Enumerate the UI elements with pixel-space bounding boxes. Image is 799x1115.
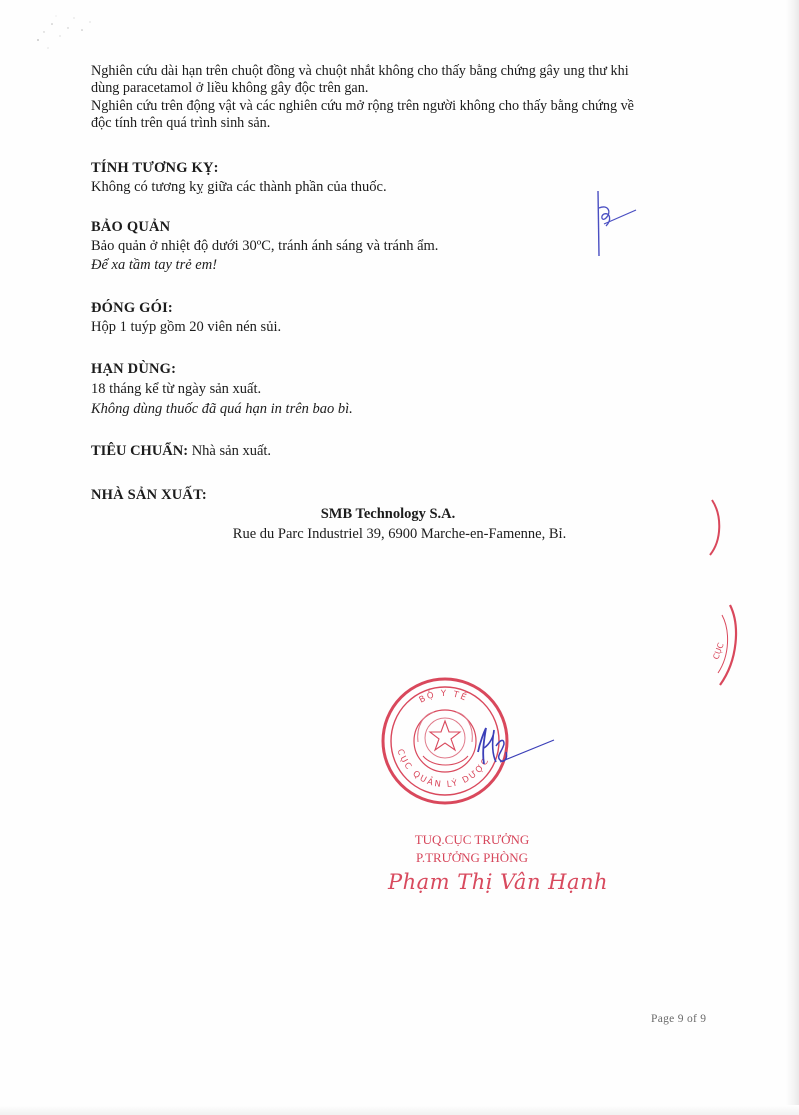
scan-specks-icon <box>30 10 100 55</box>
expiry-heading: HẠN DÙNG: <box>91 361 177 377</box>
expiry-note: Không dùng thuốc đã quá hạn in trên bao bì. <box>91 401 353 417</box>
initials-signature-icon <box>588 186 648 266</box>
manufacturer-name: SMB Technology S.A. <box>320 506 456 522</box>
compatibility-text: Không có tương kỵ giữa các thành phần của thuốc. <box>91 179 387 195</box>
manufacturer-address: Rue du Parc Industriel 39, 6900 Marche-en-Famenne, Bỉ. <box>232 526 567 542</box>
intro-line: Nghiên cứu trên động vật và các nghiên cứu mở rộng trên người không cho thấy bằng chứng về <box>91 98 634 114</box>
signature-icon <box>470 722 560 777</box>
compatibility-heading: TÍNH TƯƠNG KỴ: <box>91 160 219 176</box>
storage-heading: BẢO QUẢN <box>91 219 171 235</box>
scan-edge-shadow <box>785 0 799 1115</box>
svg-text:CỤC: CỤC <box>711 641 726 661</box>
page-number: Page 9 of 9 <box>651 1013 707 1025</box>
intro-line: dùng paracetamol ở liều không gây độc trên gan. <box>91 80 369 96</box>
approval-line-1: TUQ.CỤC TRƯỞNG <box>414 832 530 847</box>
signer-name: Phạm Thị Vân Hạnh <box>388 870 609 894</box>
intro-line: độc tính trên quá trình sinh sản. <box>91 115 271 131</box>
manufacturer-heading: NHÀ SẢN XUẤT: <box>91 487 207 503</box>
intro-line: Nghiên cứu dài hạn trên chuột đồng và chuột nhắt không cho thấy bằng chứng gây ung thư khi <box>91 63 629 79</box>
standard-line <box>91 443 271 460</box>
partial-stamp-icon <box>700 495 740 695</box>
approval-line-2: P.TRƯỞNG PHÒNG <box>416 850 528 865</box>
packaging-text: Hộp 1 tuýp gồm 20 viên nén sủi. <box>91 319 282 335</box>
svg-text:CỤC QUẢN LÝ DƯỢC: CỤC QUẢN LÝ DƯỢC <box>394 747 493 791</box>
storage-text: Bảo quản ở nhiệt độ dưới 30ºC, tránh ánh sáng và tránh ẩm. <box>91 238 439 254</box>
expiry-text: 18 tháng kể từ ngày sản xuất. <box>91 381 262 397</box>
standard-value: Nhà sản xuất. <box>191 443 272 459</box>
svg-text:BỘ Y TẾ: BỘ Y TẾ <box>417 688 470 706</box>
intro-paragraph <box>91 63 634 132</box>
scan-bottom-edge <box>0 1105 799 1115</box>
packaging-heading: ĐÓNG GÓI: <box>91 300 173 316</box>
storage-note: Để xa tầm tay trẻ em! <box>91 257 218 273</box>
standard-label: TIÊU CHUẨN: <box>91 443 189 459</box>
